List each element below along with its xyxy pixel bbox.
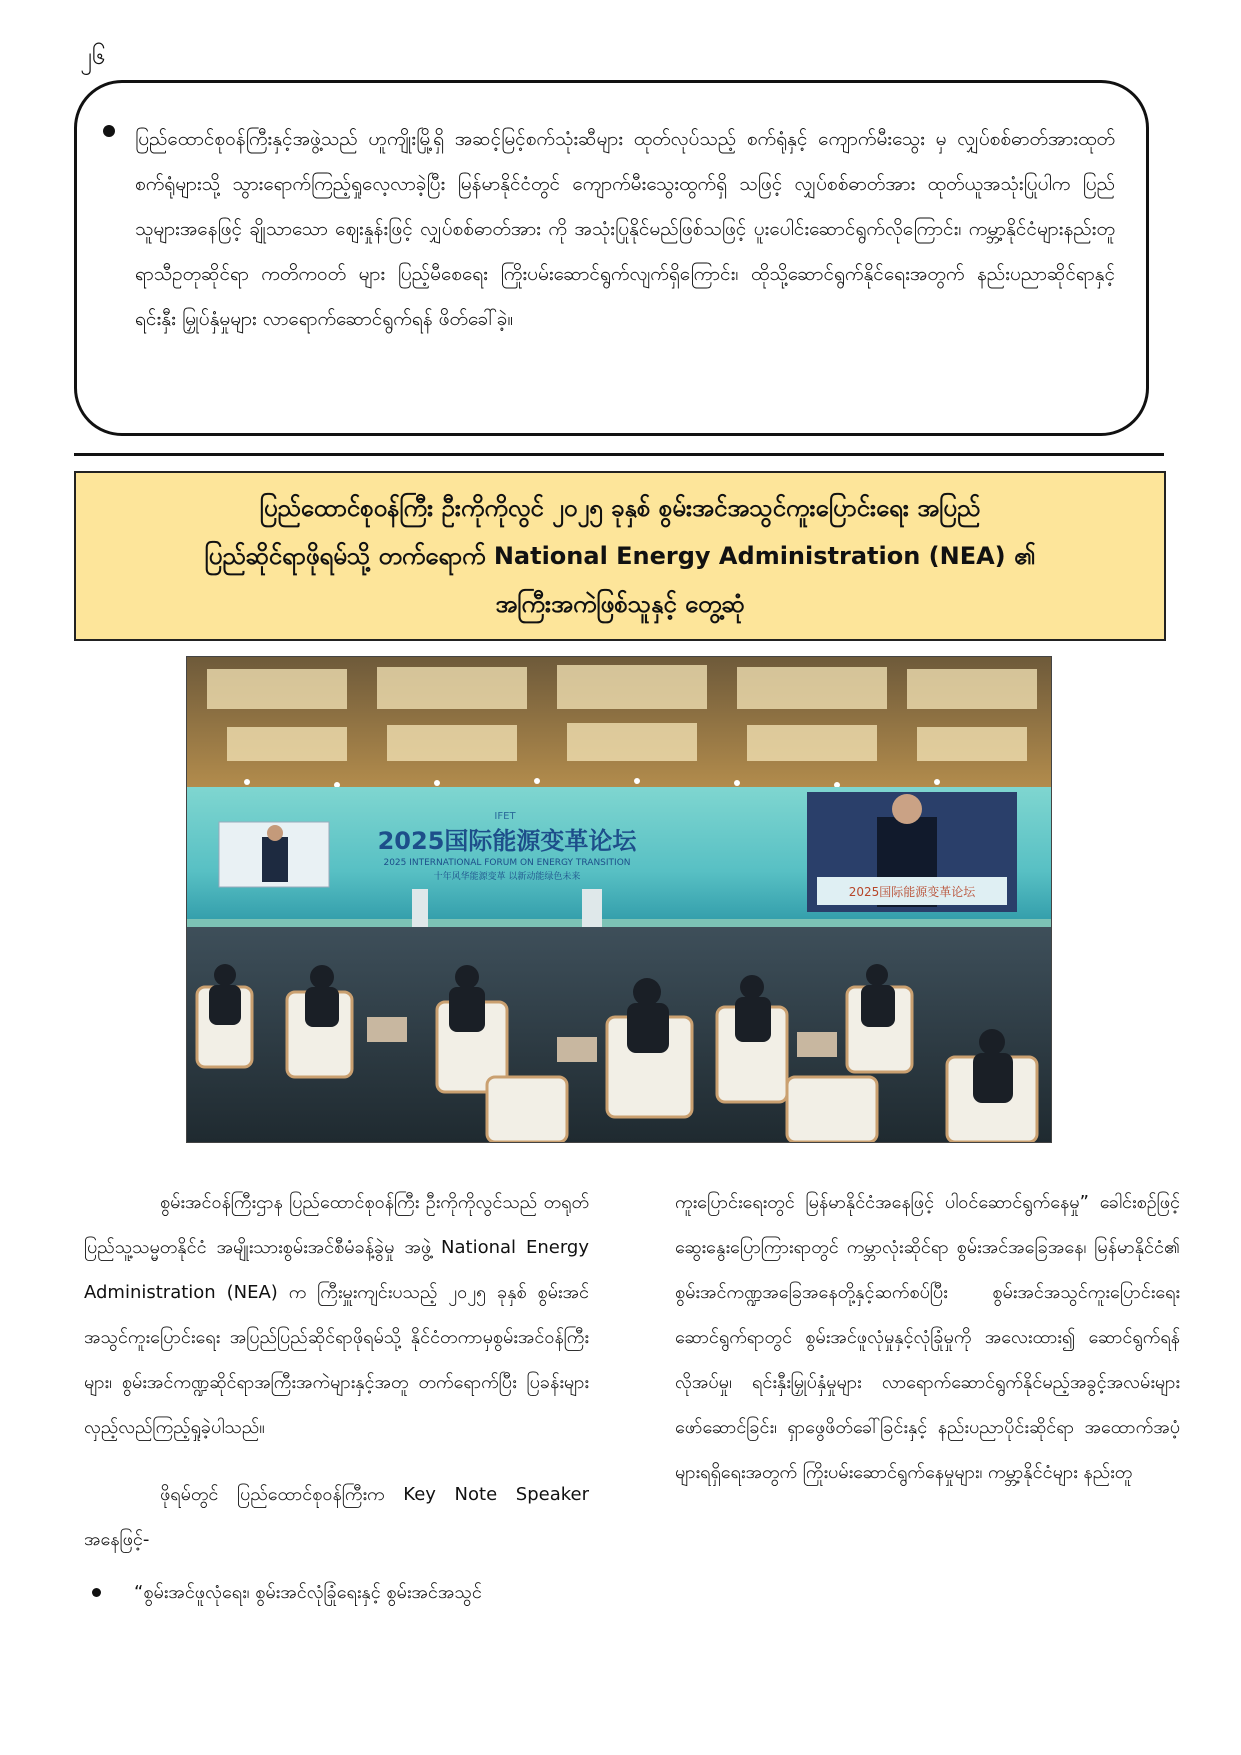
summary-line: သဖြင့် လျှပ်စစ်ဓာတ်အား ထုတ်ယူအသုံးပြုပါက ပြည်သူများအနေဖြင့် ချိုသာသော ဈေးနှုန်းဖြင့် လျှပ်စစ်ဓာတ်အား [135,173,1115,240]
headline-line-3: အကြီးအကဲဖြစ်သူနှင့် တွေ့ဆုံ [495,590,745,618]
forum-photo [186,656,1052,1143]
summary-line: များ ပြည့်မီစေရေး ကြိုးပမ်းဆောင်ရွက်လျက်ရှိကြောင်း၊ ထိုသို့ဆောင်ရွက်နိုင်ရေးအတွက် နည်းပညာဆိုင်ရာနှင့် ရင်းနှီး [135,263,1115,330]
bullet-icon [103,125,115,137]
section-divider [74,453,1164,456]
summary-line: ကို အသုံးပြုနိုင်မည်ဖြစ်သဖြင့် ပူးပေါင်းဆောင်ရွက်လိုကြောင်း၊ ကမ္ဘာ့နိုင်ငံများနည်းတူ ရာသီဥတုဆိုင်ရာ ကတိကဝတ် [135,218,1115,285]
body-column-left [84,1180,589,1615]
bullet-text: “စွမ်းအင်ဖူလုံရေး၊ စွမ်းအင်လုံခြုံရေးနှင့် စွမ်းအင်အသွင် [134,1582,482,1603]
forum-photo-illustration [187,657,1051,1142]
summary-line: မှ လျှပ်စစ်ဓာတ်အားထုတ်စက်ရုံများသို့ သွားရောက်ကြည့်ရှုလေ့လာခဲ့ပြီး မြန်မာနိုင်ငံတွင် ကျောက်မီးသွေးထွက်ရှိ [135,128,1116,195]
body-paragraph: ကူးပြောင်းရေးတွင် မြန်မာနိုင်ငံအနေဖြင့် ပါဝင်ဆောင်ရွက်နေမှု” ခေါင်းစဉ်ဖြင့် ဆွေးနွေးပြောကြားရာတွင် ကမ္ဘာလုံးဆိုင်ရာ စွမ်းအင်အခြေအနေ၊ မြန်မာနိုင်ငံ၏ စွမ်းအင်ကဏ္ဍအခြေအနေတို့နှင့်ဆက်စပ်ပြီး စွမ်းအင်အသွင်ကူးပြောင်းရေးဆောင်ရွက်ရာတွင် စွမ်းအင်ဖူလုံမှုနှင့်လုံခြုံမှုကို အလေးထား၍ ဆောင်ရွက်ရန် လိုအပ်မှု၊ ရင်းနှီးမြှုပ်နှံမှုများ လာရောက်ဆောင်ရွက်နိုင်မည့်အခွင့်အလမ်းများ ဖော်ဆောင်ခြင်း၊ ရှာဖွေဖိတ်ခေါ်ခြင်းနှင့် နည်းပညာပိုင်းဆိုင်ရာ အထောက်အပံ့များရရှိရေးအတွက် ကြိုးပမ်းဆောင်ရွက်နေမှုများ၊ ကမ္ဘာ့နိုင်ငံများ နည်းတူ [675,1192,1180,1483]
body-paragraph: စွမ်းအင်ဝန်ကြီးဌာန ပြည်ထောင်စုဝန်ကြီး ဦးကိုကိုလွင်သည် တရုတ်ပြည်သူ့သမ္မတနိုင်ငံ အမျိုးသားစွမ်းအင်စီမံခန့်ခွဲမှု အဖွဲ့ National Energy Administration (NEA) က ကြီးမှူးကျင်းပသည့် ၂၀၂၅ ခုနှစ် စွမ်းအင်အသွင်ကူးပြောင်းရေး အပြည်ပြည်ဆိုင်ရာဖိုရမ်သို့ နိုင်ငံတကာမှစွမ်းအင်ဝန်ကြီးများ၊ စွမ်းအင်ကဏ္ဍဆိုင်ရာအကြီးအကဲများနှင့်အတူ တက်ရောက်ပြီး ပြခန်းများ လှည့်လည်ကြည့်ရှုခဲ့ပါသည်။ [84,1192,589,1438]
body-column-right [675,1180,1180,1495]
bullet-icon [92,1588,101,1597]
summary-line: ပြည်ထောင်စုဝန်ကြီးနှင့်အဖွဲ့သည် ဟူကျိုးမြို့ရှိ အဆင့်မြင့်စက်သုံးဆီများ ထုတ်လုပ်သည့် စက်ရုံနှင့် ကျောက်မီးသွေး [135,128,925,150]
headline-line-1: ပြည်ထောင်စုဝန်ကြီး ဦးကိုကိုလွင် ၂၀၂၅ ခုနှစ် စွမ်းအင်အသွင်ကူးပြောင်းရေး အပြည် [259,494,981,522]
right-screen-caption: 2025国际能源变革论坛 [848,885,976,899]
screen-subtitle: 2025 INTERNATIONAL FORUM ON ENERGY TRANSITION [383,858,631,868]
headline-line-2: ပြည်ဆိုင်ရာဖိုရမ်သို့ တက်ရောက် National Energy Administration (NEA) ၏ [204,542,1036,570]
page-number: ၂၆ [80,42,106,70]
summary-text [135,117,1115,342]
screen-logo: IFET [494,811,516,822]
bullet-item [84,1570,589,1615]
headline-box [74,471,1166,641]
summary-box [74,80,1149,436]
screen-slogan: 十年风华能源变革 以新动能绿色未来 [433,872,581,882]
body-paragraph: ဖိုရမ်တွင် ပြည်ထောင်စုဝန်ကြီးက Key Note Speaker အနေဖြင့်- [84,1484,589,1550]
screen-title: 2025国际能源变革论坛 [377,827,637,855]
summary-line: မြှုပ်နှံမှုများ လာရောက်ဆောင်ရွက်ရန် ဖိတ်ခေါ်ခဲ့။ [181,308,514,330]
